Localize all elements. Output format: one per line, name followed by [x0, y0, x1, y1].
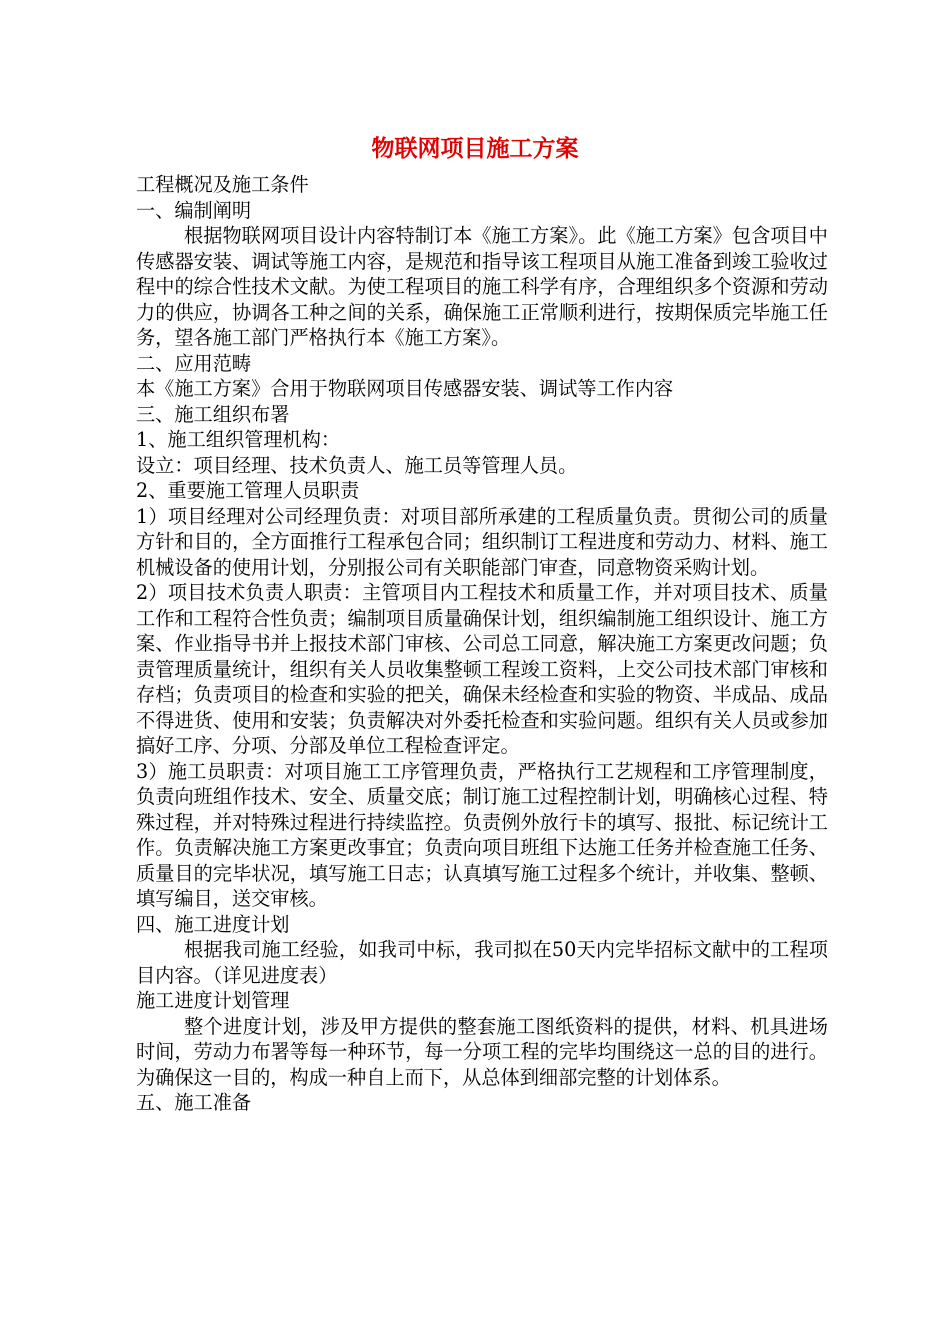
subsection-heading: 1、施工组织管理机构： — [136, 428, 341, 451]
body-paragraph: 根据物联网项目设计内容特制订本《施工方案》。此《施工方案》包含项目中传感器安装、调试等施工内容，是规范和指导该工程项目从施工准备到竣工验收过程中的综合性技术文献。为使工程项目的施工科学有序，合理组织多个资源和劳动力的供应，协调各工种之间的关系，确保施工正常顺利进行，按期保质完毕施工任务，望各施工部门严格执行本《施工方案》。 — [136, 224, 828, 349]
section-heading-1: 一、编制阐明 — [136, 198, 252, 222]
section-heading-2: 二、应用范畴 — [136, 351, 252, 375]
section-heading-4: 四、施工进度计划 — [136, 912, 290, 936]
body-paragraph: 整个进度计划，涉及甲方提供的整套施工图纸资料的提供，材料、机具进场时间，劳动力布署等每一种环节，每一分项工程的完毕均围绕这一总的目的进行。为确保这一目的，构成一种自上而下，从总体到细部完整的计划体系。 — [136, 1014, 828, 1089]
subsection-heading: 2、重要施工管理人员职责 — [136, 479, 360, 502]
body-paragraph: 本《施工方案》合用于物联网项目传感器安装、调试等工作内容 — [136, 377, 674, 400]
subsection-heading: 施工进度计划管理 — [136, 989, 290, 1012]
body-paragraph: 3）施工员职责：对项目施工工序管理负责，严格执行工艺规程和工序管理制度，负责向班组作技术、安全、质量交底；制订施工过程控制计划，明确核心过程、特殊过程，并对特殊过程进行持续监控。负责例外放行卡的填写、报批、标记统计工作。负责解决施工方案更改事宜；负责向项目班组下达施工任务并检查施工任务、质量目的完毕状况，填写施工日志；认真填写施工过程多个统计，并收集、整顿、填写编目，送交审核。 — [136, 759, 828, 910]
body-paragraph: 根据我司施工经验，如我司中标，我司拟在50天内完毕招标文献中的工程项目内容。（详见进度表） — [136, 938, 828, 987]
section-heading-3: 三、施工组织布署 — [136, 402, 290, 426]
body-paragraph: 设立：项目经理、技术负责人、施工员等管理人员。 — [136, 453, 578, 477]
body-paragraph: 1）项目经理对公司经理负责：对项目部所承建的工程质量负责。贯彻公司的质量方针和目的，全方面推行工程承包合同；组织制订工程进度和劳动力、材料、施工机械设备的使用计划，分别报公司有关职能部门审查，同意物资采购计划。 — [136, 504, 828, 579]
document-title: 物联网项目施工方案 — [371, 135, 579, 162]
section-heading-5: 五、施工准备 — [136, 1091, 252, 1114]
section-heading-overview: 工程概况及施工条件 — [136, 173, 309, 196]
body-paragraph: 2）项目技术负责人职责：主管项目内工程技术和质量工作，并对项目技术、质量工作和工程符合性负责；编制项目质量确保计划，组织编制施工组织设计、施工方案、作业指导书并上报技术部门审核、公司总工同意，解决施工方案更改问题；负责管理质量统计，组织有关人员收集整顿工程竣工资料，上交公司技术部门审核和存档；负责项目的检查和实验的把关，确保未经检查和实验的物资、半成品、成品不得进货、使用和安装；负责解决对外委托检查和实验问题。组织有关人员或参加搞好工序、分项、分部及单位工程检查评定。 — [136, 581, 828, 757]
document-body — [136, 172, 828, 1116]
